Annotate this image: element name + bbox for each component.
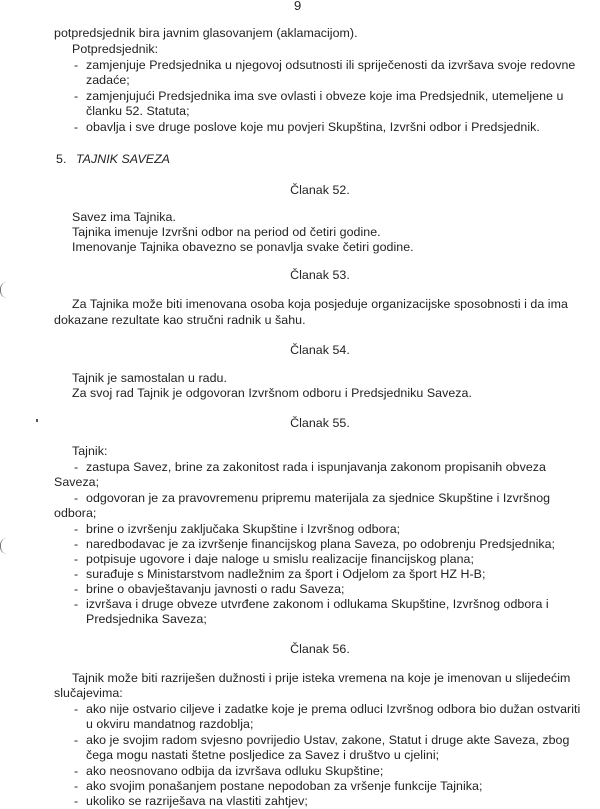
bullet-dash: - [74,552,79,566]
bullet-dash: - [74,733,79,747]
bullet-dash: - [74,702,79,716]
bullet-dash: - [74,764,79,778]
list-item [74,597,549,612]
paragraph-line: slučajevima: [54,686,123,700]
list-item-text: obavlja i sve druge poslove koje mu povjeri Skupština, Izvršni odbor i Predsjednik. [86,120,540,134]
list-item-text: odgovoran je za pravovremenu pripremu materijala za sjednice Skupštine i Izvršnog [86,491,551,505]
article-title: Članak 52. [290,183,350,197]
section-heading [56,152,170,167]
list-item [74,537,555,552]
bullet-dash: - [74,582,79,596]
list-item [74,120,540,135]
list-item-text: zamjenjujući Predsjednika ima sve ovlasti i obveze koje ima Predsjednik, utemeljene u [86,89,564,103]
bullet-dash: - [74,89,79,103]
intro-line: potpredsjednik bira javnim glasovanjem (aklamacijom). [54,26,358,40]
list-item [74,491,550,506]
bullet-dash: - [74,779,79,793]
paragraph-line: Tajnika imenuje Izvršni odbor na period od četiri godine. [72,225,381,239]
bullet-dash: - [74,491,79,505]
list-item-continuation: članku 52. Statuta; [86,104,190,118]
list-item-text: potpisuje ugovore i daje naloge u smislu realizacije financijskog plana; [86,552,474,566]
list-item [74,552,474,567]
list-item-continuation: Saveza; [54,475,100,489]
page-number: 9 [294,0,302,13]
article-title: Članak 53. [290,268,350,282]
bullet-dash: - [74,794,79,808]
paragraph-line: Za Tajnika može biti imenovana osoba koja posjeduje organizacijske sposobnosti i da ima [72,297,568,311]
intro-label: Potpredsjednik: [72,42,159,56]
list-item-text: ako je svojim radom svjesno povrijedio Ustav, zakone, Statut i druge akte Saveza, zbog [86,733,570,747]
list-item-text: zamjenjuje Predsjednika u njegovoj odsutnosti ili spriječenosti da izvršava svoje redovne [86,58,576,72]
list-item-text: izvršava i druge obveze utvrđene zakonom i odlukama Skupštine, Izvršnog odbora i [86,597,549,611]
list-item-text: surađuje s Ministarstvom nadležnim za šport i Odjelom za šport HZ H-B; [86,567,486,581]
list-item-continuation: odbora; [54,506,97,520]
list-item-continuation: zadaće; [86,73,130,87]
scan-edge-mark [0,282,7,298]
article-title: Članak 56. [290,642,350,656]
bullet-dash: - [74,120,79,134]
list-item-text: brine o izvršenju zaključaka Skupštine i Izvršnog odbora; [86,522,401,536]
list-item-continuation: čega mogu nastati štetne posljedice za Savez i društvo u cjelini; [86,748,440,762]
bullet-dash: - [74,58,79,72]
list-item [74,733,569,748]
list-item-text: ukoliko se razriješava na vlastiti zahtjev; [86,794,308,808]
list-label: Tajnik: [72,444,108,458]
list-item-continuation: u okviru mandatnog razdoblja; [86,717,254,731]
section-title: TAJNIK SAVEZA [75,152,170,166]
list-item-text: ako nije ostvario ciljeve i zadatke koje je prema odluci Izvršnog odbora bio dužan ostvariti [86,702,581,716]
list-item [74,567,485,582]
list-item [74,58,575,73]
list-item [74,582,345,597]
article-title: Članak 55. [290,416,350,430]
list-item [74,702,580,717]
list-item-text: ako svojim ponašanjem postane nepodoban za vršenje funkcije Tajnika; [86,779,483,793]
list-item [74,522,400,537]
bullet-dash: - [74,567,79,581]
paragraph-line: Tajnik može biti razriješen dužnosti i prije isteka vremena na koje je imenovan u slijedećim [72,671,571,685]
list-item [74,89,563,104]
scan-edge-mark [0,538,7,554]
list-item [74,460,546,475]
list-item-text: naredbodavac je za izvršenje financijskog plana Saveza, po odobrenju Predsjednika; [86,537,556,551]
paragraph-line: Imenovanje Tajnika obavezno se ponavlja svake četiri godine. [72,240,414,254]
bullet-dash: - [74,597,79,611]
list-item [74,764,383,779]
list-item-text: brine o obavještavanju javnosti o radu Saveza; [86,582,345,596]
paragraph-line: dokazane rezultate kao stručni radnik u šahu. [54,313,306,327]
paragraph-line: Savez ima Tajnika. [72,210,176,224]
list-item-text: ako neosnovano odbija da izvršava odluku Skupštine; [86,764,384,778]
list-item [74,779,482,794]
bullet-dash: - [74,537,79,551]
bullet-dash: - [74,522,79,536]
list-item [74,794,308,809]
section-number: 5. [56,152,67,166]
paragraph-line: Tajnik je samostalan u radu. [72,371,227,385]
list-item-continuation: Predsjednika Saveza; [86,612,207,626]
bullet-dash: - [74,460,79,474]
article-title: Članak 54. [290,343,350,357]
list-item-text: zastupa Savez, brine za zakonitost rada i ispunjavanja zakonom propisanih obveza [86,460,546,474]
paragraph-line: Za svoj rad Tajnik je odgovoran Izvršnom odboru i Predsjedniku Saveza. [72,386,472,400]
